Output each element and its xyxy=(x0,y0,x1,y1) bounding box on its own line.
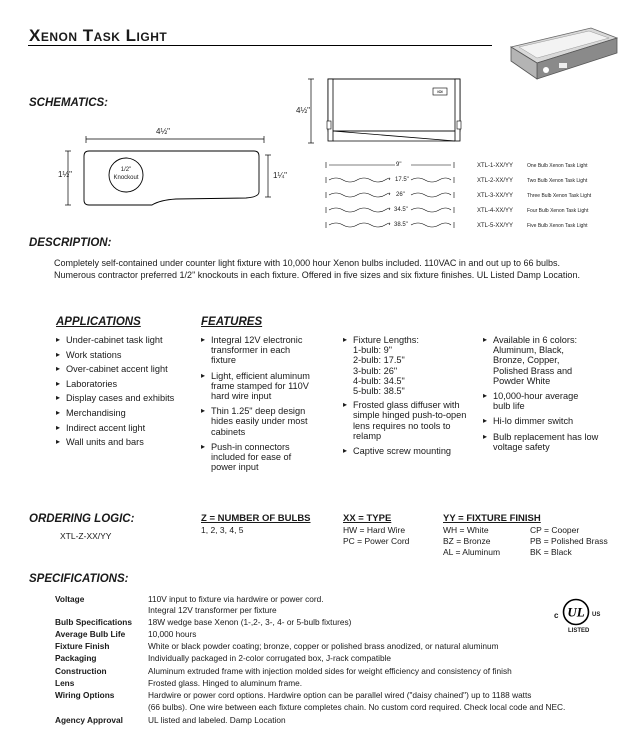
features-col-2 xyxy=(343,335,468,461)
list-item: ▸ Display cases and exhibits xyxy=(56,393,196,403)
ul-us-mark: US xyxy=(592,612,601,618)
list-item: ▸ Work stations xyxy=(56,350,196,360)
list-item: ▸ Push-in connectors included for ease of power input xyxy=(201,442,313,473)
features-col-1 xyxy=(201,335,313,477)
spec-label: Average Bulb Life xyxy=(55,629,126,639)
size-length: 26" xyxy=(396,192,405,198)
list-item: ▸ Under-cabinet task light xyxy=(56,335,196,345)
description-line-1: Completely self-contained under counter light fixture with 10,000 hour Xenon bulbs included. 110VAC in and out up to 66 bulbs. xyxy=(54,258,560,268)
yy-value: BK = Black xyxy=(530,547,572,557)
spec-value: Individually packaged in 2-color corrugated box, J-rack compatible xyxy=(148,653,392,663)
yy-value: BZ = Bronze xyxy=(443,536,491,546)
list-item: ▸ Merchandising xyxy=(56,408,196,418)
spec-label: Agency Approval xyxy=(55,715,123,725)
size-row-3 xyxy=(325,188,605,200)
ul-circle-icon xyxy=(562,598,590,626)
right-height-dimension: 1¼" xyxy=(273,171,287,180)
fixture-lengths-item xyxy=(343,335,468,396)
xx-heading: XX = TYPE xyxy=(343,513,392,524)
yy-heading: YY = FIXTURE FINISH xyxy=(443,513,541,524)
spec-label: Packaging xyxy=(55,653,97,663)
front-view-schematic xyxy=(305,77,465,147)
spec-label: Bulb Specifications xyxy=(55,617,132,627)
spec-value: 18W wedge base Xenon (1-,2-, 3-, 4- or 5-bulb fixtures) xyxy=(148,617,352,627)
specifications-heading: SPECIFICATIONS: xyxy=(29,573,129,585)
size-row-1 xyxy=(325,158,605,170)
fixture-lengths-title: ▸ Fixture Lengths: xyxy=(353,335,419,345)
list-item: ▸ Thin 1.25" deep design hides easily under most cabinets xyxy=(201,406,313,437)
spec-value: UL listed and labeled. Damp Location xyxy=(148,715,286,725)
size-model: XTL-5-XX/YY xyxy=(477,223,514,229)
features-col-3 xyxy=(483,335,628,457)
list-item: ▸ Bulb replacement has low voltage safety xyxy=(483,432,628,452)
front-height-dimension: 4½" xyxy=(296,106,310,115)
description-heading: DESCRIPTION: xyxy=(29,237,112,249)
size-desc: Three Bulb Xenon Task Light xyxy=(527,193,592,199)
features-heading: FEATURES xyxy=(201,316,263,328)
list-item: ▸ Over-cabinet accent light xyxy=(56,364,196,374)
size-model: XTL-1-XX/YY xyxy=(477,163,514,169)
spec-value: Aluminum extruded frame with injection molded sides for weight efficiency and consistency of finish xyxy=(148,666,512,676)
description-line-2: Numerous contractor preferred 1/2" knockouts in each fixture. Offered in five sizes and six fixture finishes. UL Listed Damp Location. xyxy=(54,270,580,280)
size-row-5 xyxy=(325,218,605,230)
spec-label: Fixture Finish xyxy=(55,641,110,651)
fixture-length: 4-bulb: 34.5" xyxy=(353,375,405,386)
fixture-length: 3-bulb: 26" xyxy=(353,365,398,376)
width-dimension: 4½" xyxy=(156,127,170,136)
xx-value: PC = Power Cord xyxy=(343,536,410,546)
fixture-length: 1-bulb: 9" xyxy=(353,345,393,356)
fixture-length: 5-bulb: 38.5" xyxy=(353,386,405,397)
ordering-code: XTL-Z-XX/YY xyxy=(60,531,112,541)
spec-label: Lens xyxy=(55,678,75,688)
fixture-length: 2-bulb: 17.5" xyxy=(353,355,405,366)
knockout-size: 1/2" xyxy=(120,167,132,173)
z-values: 1, 2, 3, 4, 5 xyxy=(201,525,244,535)
list-item: ▸ Integral 12V electronic transformer in each fixture xyxy=(201,335,313,366)
ul-listed-text: LISTED xyxy=(568,628,590,634)
size-model: XTL-3-XX/YY xyxy=(477,193,514,199)
applications-heading: APPLICATIONS xyxy=(56,316,141,328)
list-item: ▸ Captive screw mounting xyxy=(343,446,468,456)
z-heading: Z = NUMBER OF BULBS xyxy=(201,513,311,524)
spec-value: Frosted glass. Hinged to aluminum frame. xyxy=(148,678,303,688)
yy-value: PB = Polished Brass xyxy=(530,536,608,546)
side-profile-schematic xyxy=(56,135,296,210)
size-row-4 xyxy=(325,203,605,215)
size-desc: Two Bulb Xenon Task Light xyxy=(527,178,588,184)
size-desc: Five Bulb Xenon Task Light xyxy=(527,223,588,229)
left-height-dimension: 1½" xyxy=(58,170,72,179)
yy-value: WH = White xyxy=(443,525,489,535)
size-length: 38.5" xyxy=(394,222,408,228)
fixture-size-list xyxy=(325,158,605,230)
yy-value: CP = Cooper xyxy=(530,525,580,535)
title-rule xyxy=(28,45,492,46)
spec-value: Integral 12V transformer per fixture xyxy=(148,605,277,615)
size-length: 34.5" xyxy=(394,207,408,213)
size-desc: One Bulb Xenon Task Light xyxy=(527,163,588,169)
ul-listed-logo xyxy=(548,598,608,638)
xx-value: HW = Hard Wire xyxy=(343,525,406,535)
list-item: ▸ Available in 6 colors: Aluminum, Black, Bronze, Copper, Polished Brass and Powder White xyxy=(483,335,591,386)
size-row-2 xyxy=(325,173,605,185)
spec-value: 110V input to fixture via hardwire or power cord. xyxy=(148,594,324,604)
size-length: 17.5" xyxy=(395,177,409,183)
list-item: ▸ Indirect accent light xyxy=(56,423,196,433)
list-item: ▸ Hi-lo dimmer switch xyxy=(483,416,628,426)
list-item: ▸ Frosted glass diffuser with simple hinged push-to-open lens requires no tools to relamp xyxy=(343,400,468,441)
schematics-heading: SCHEMATICS: xyxy=(29,97,109,109)
spec-label: Voltage xyxy=(55,594,85,604)
list-item: ▸ 10,000-hour average bulb life xyxy=(483,391,583,411)
applications-list xyxy=(56,335,196,452)
spec-value: White or black powder coating; bronze, copper or polished brass anodized, or natural aluminum xyxy=(148,641,499,651)
spec-label: Wiring Options xyxy=(55,690,115,700)
svg-text:UL: UL xyxy=(567,604,585,620)
list-item: ▸ Light, efficient aluminum frame stamped for 110V hard wire input xyxy=(201,371,313,402)
spec-value: Hardwire or power cord options. Hardwire option can be parallel wired ("daisy chained") up to 1188 watts xyxy=(148,690,532,700)
size-length: 9" xyxy=(396,162,402,168)
page-title: Xenon Task Light xyxy=(29,26,168,45)
switch-label: IOI xyxy=(437,89,443,94)
list-item: ▸ Laboratories xyxy=(56,379,196,389)
size-model: XTL-4-XX/YY xyxy=(477,208,514,214)
ordering-heading: ORDERING LOGIC: xyxy=(29,513,135,525)
spec-label: Construction xyxy=(55,666,107,676)
spec-value: (66 bulbs). One wire between each fixture completes chain. No custom cord required. Check local code and NEC. xyxy=(148,702,566,712)
yy-value: AL = Aluminum xyxy=(443,547,501,557)
size-model: XTL-2-XX/YY xyxy=(477,178,514,184)
list-item: ▸ Wall units and bars xyxy=(56,437,196,447)
size-desc: Four Bulb Xenon Task Light xyxy=(527,208,589,214)
ul-c-mark: c xyxy=(554,611,559,620)
knockout-label: Knockout xyxy=(113,175,139,181)
spec-value: 10,000 hours xyxy=(148,629,197,639)
product-photo xyxy=(507,25,622,85)
